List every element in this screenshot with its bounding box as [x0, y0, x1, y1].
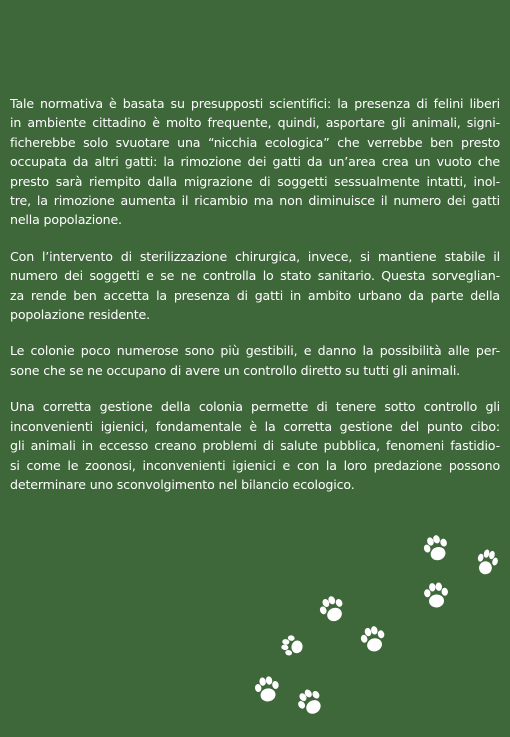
text-line: sone che se ne occupano di avere un controllo diretto su tutti gli animali.	[10, 362, 461, 378]
paragraph-colonie	[10, 341, 500, 380]
paw-print-icon	[274, 632, 310, 660]
text-line: in ambiente cittadino è molto frequente, quindi, asportare gli animali, signi-	[10, 115, 500, 131]
text-line: ficherebbe solo svuotare una “nicchia ecologica” che verrebbe ben presto	[10, 134, 500, 150]
article-body	[10, 94, 500, 511]
text-line: gli animali in eccesso creano problemi di salute pubblica, fenomeni fastidio-	[10, 438, 500, 454]
text-line: occupata da altri gatti: la rimozione dei gatti da un’area crea un vuoto che	[10, 154, 500, 170]
text-line: Tale normativa è basata su presupposti scientifici: la presenza di felini liberi	[10, 96, 500, 111]
text-line: tre, la rimozione aumenta il ricambio ma non diminuisce il numero dei gatti	[10, 193, 500, 209]
text-line: popolazione residente.	[10, 307, 150, 323]
paragraph-sterilizzazione	[10, 247, 500, 325]
text-line: nella popolazione.	[10, 212, 122, 228]
text-line: si come le zoonosi, inconvenienti igienici e con la loro predazione possono	[10, 457, 500, 473]
paw-print-icon	[419, 531, 453, 565]
text-line: Le colonie poco numerose sono più gestibili, e danno la possibilità alle per-	[10, 343, 500, 359]
paw-print-icon	[419, 578, 453, 612]
text-line: Una corretta gestione della colonia permette di tenere sotto controllo gli	[10, 399, 500, 415]
paw-print-icon	[356, 622, 390, 656]
text-line: inconvenienti igienici, fondamentale è la corretta gestione del punto cibo:	[10, 418, 500, 434]
paragraph-normativa	[10, 94, 500, 230]
paw-print-icon	[315, 592, 349, 626]
paw-print-icon	[472, 545, 502, 579]
paw-print-icon	[250, 672, 284, 706]
text-line: presto sarà riempito dalla migrazione di soggetti sessualmente intatti, inol-	[10, 173, 500, 189]
paragraph-gestione	[10, 397, 500, 494]
text-line: za rende ben accetta la presenza di gatti in ambito urbano da parte della	[10, 287, 500, 303]
text-line: Con l’intervento di sterilizzazione chirurgica, invece, si mantiene stabile il	[10, 248, 500, 264]
text-line: numero dei soggetti e se ne controlla lo stato sanitario. Questa sorveglian-	[10, 268, 500, 284]
text-line: determinare uno sconvolgimento nel bilancio ecologico.	[10, 476, 355, 492]
paw-print-icon	[293, 685, 327, 719]
